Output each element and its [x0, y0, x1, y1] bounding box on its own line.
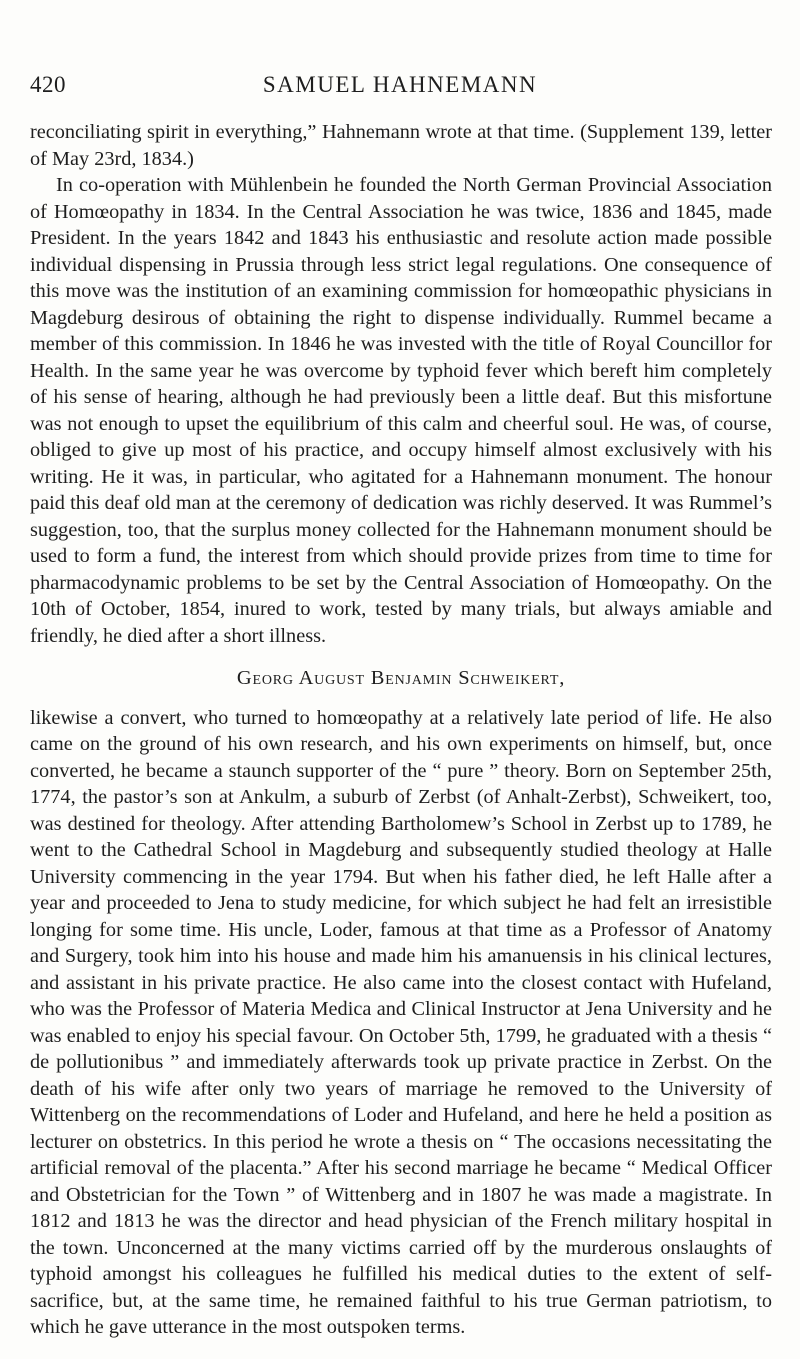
- paragraph-continuation: reconciliating spirit in everything,” Hahnemann wrote at that time. (Supplement 139, letter of May 23rd, 1834.): [30, 121, 772, 170]
- book-title: SAMUEL HAHNEMANN: [262, 72, 538, 97]
- page-number: 420: [30, 72, 66, 97]
- running-head: [30, 72, 770, 102]
- paragraph-rummel: In co-operation with Mühlenbein he founded the North German Provincial Association of Homœopathy in 1834. In the Central Association he was twice, 1836 and 1845, made President. In the years 1842 and 1843 his enthusiastic and resolute action made possible individual dispensing in Prussia through less strict legal regulations. One consequence of this move was the institution of an examining commission for homœopathic physicians in Magdeburg desirous of obtaining the right to dispense individually. Rummel became a member of this commission. In 1846 he was invested with the title of Royal Councillor for Health. In the same year he was overcome by typhoid fever which bereft him completely of his sense of hearing, although he had previously been a little deaf. But this misfortune was not enough to upset the equilibrium of this calm and cheerful soul. He was, of course, obliged to give up most of his practice, and occupy himself almost exclusively with his writing. He it was, in particular, who agitated for a Hahnemann monument. The honour paid this deaf old man at the ceremony of dedication was richly deserved. It was Rummel’s suggestion, too, that the surplus money collected for the Hahnemann monument should be used to form a fund, the interest from which should provide prizes from time to time for pharmacodynamic problems to be set by the Central Association of Homœopathy. On the 10th of October, 1854, inured to work, tested by many trials, but always amiable and friendly, he died after a short illness.: [30, 174, 772, 647]
- section-heading-schweikert: Georg August Benjamin Schweikert,: [236, 667, 566, 689]
- body-text: [30, 119, 772, 1341]
- paragraph-schweikert: likewise a convert, who turned to homœopathy at a relatively late period of life. He also came on the ground of his own research, and his own experiments on himself, but, once converted, he became a staunch supporter of the “ pure ” theory. Born on September 25th, 1774, the pastor’s son at Ankulm, a suburb of Zerbst (of Anhalt-Zerbst), Schweikert, too, was destined for theology. After attending Bartholomew’s School in Zerbst up to 1789, he went to the Cathedral School in Magdeburg and subsequently studied theology at Halle University commencing in the year 1794. But when his father died, he left Halle after a year and proceeded to Jena to study medicine, for which subject he had felt an irresistible longing for some time. His uncle, Loder, famous at that time as a Professor of Anatomy and Surgery, took him into his house and made him his amanuensis in his clinical lectures, and assistant in his private practice. He also came into the closest contact with Hufeland, who was the Professor of Materia Medica and Clinical Instructor at Jena University and he was enabled to enjoy his special favour. On October 5th, 1799, he graduated with a thesis “ de pollutionibus ” and immediately afterwards took up private practice in Zerbst. On the death of his wife after only two years of marriage he removed to the University of Wittenberg on the recommendations of Loder and Hufeland, and here he held a position as lecturer on obstetrics. In this period he wrote a thesis on “ The occasions necessitating the artificial removal of the placenta.” After his second marriage he became “ Medical Officer and Obstetrician for the Town ” of Wittenberg and in 1807 he was made a magistrate. In 1812 and 1813 he was the director and head physician of the French military hospital in the town. Unconcerned at the many victims carried off by the murderous onslaughts of typhoid amongst his colleagues he fulfilled his medical duties to the extent of self-sacrifice, but, at the same time, he remained faithful to his true German patriotism, to which he gave utterance in the most outspoken terms.: [30, 706, 772, 1338]
